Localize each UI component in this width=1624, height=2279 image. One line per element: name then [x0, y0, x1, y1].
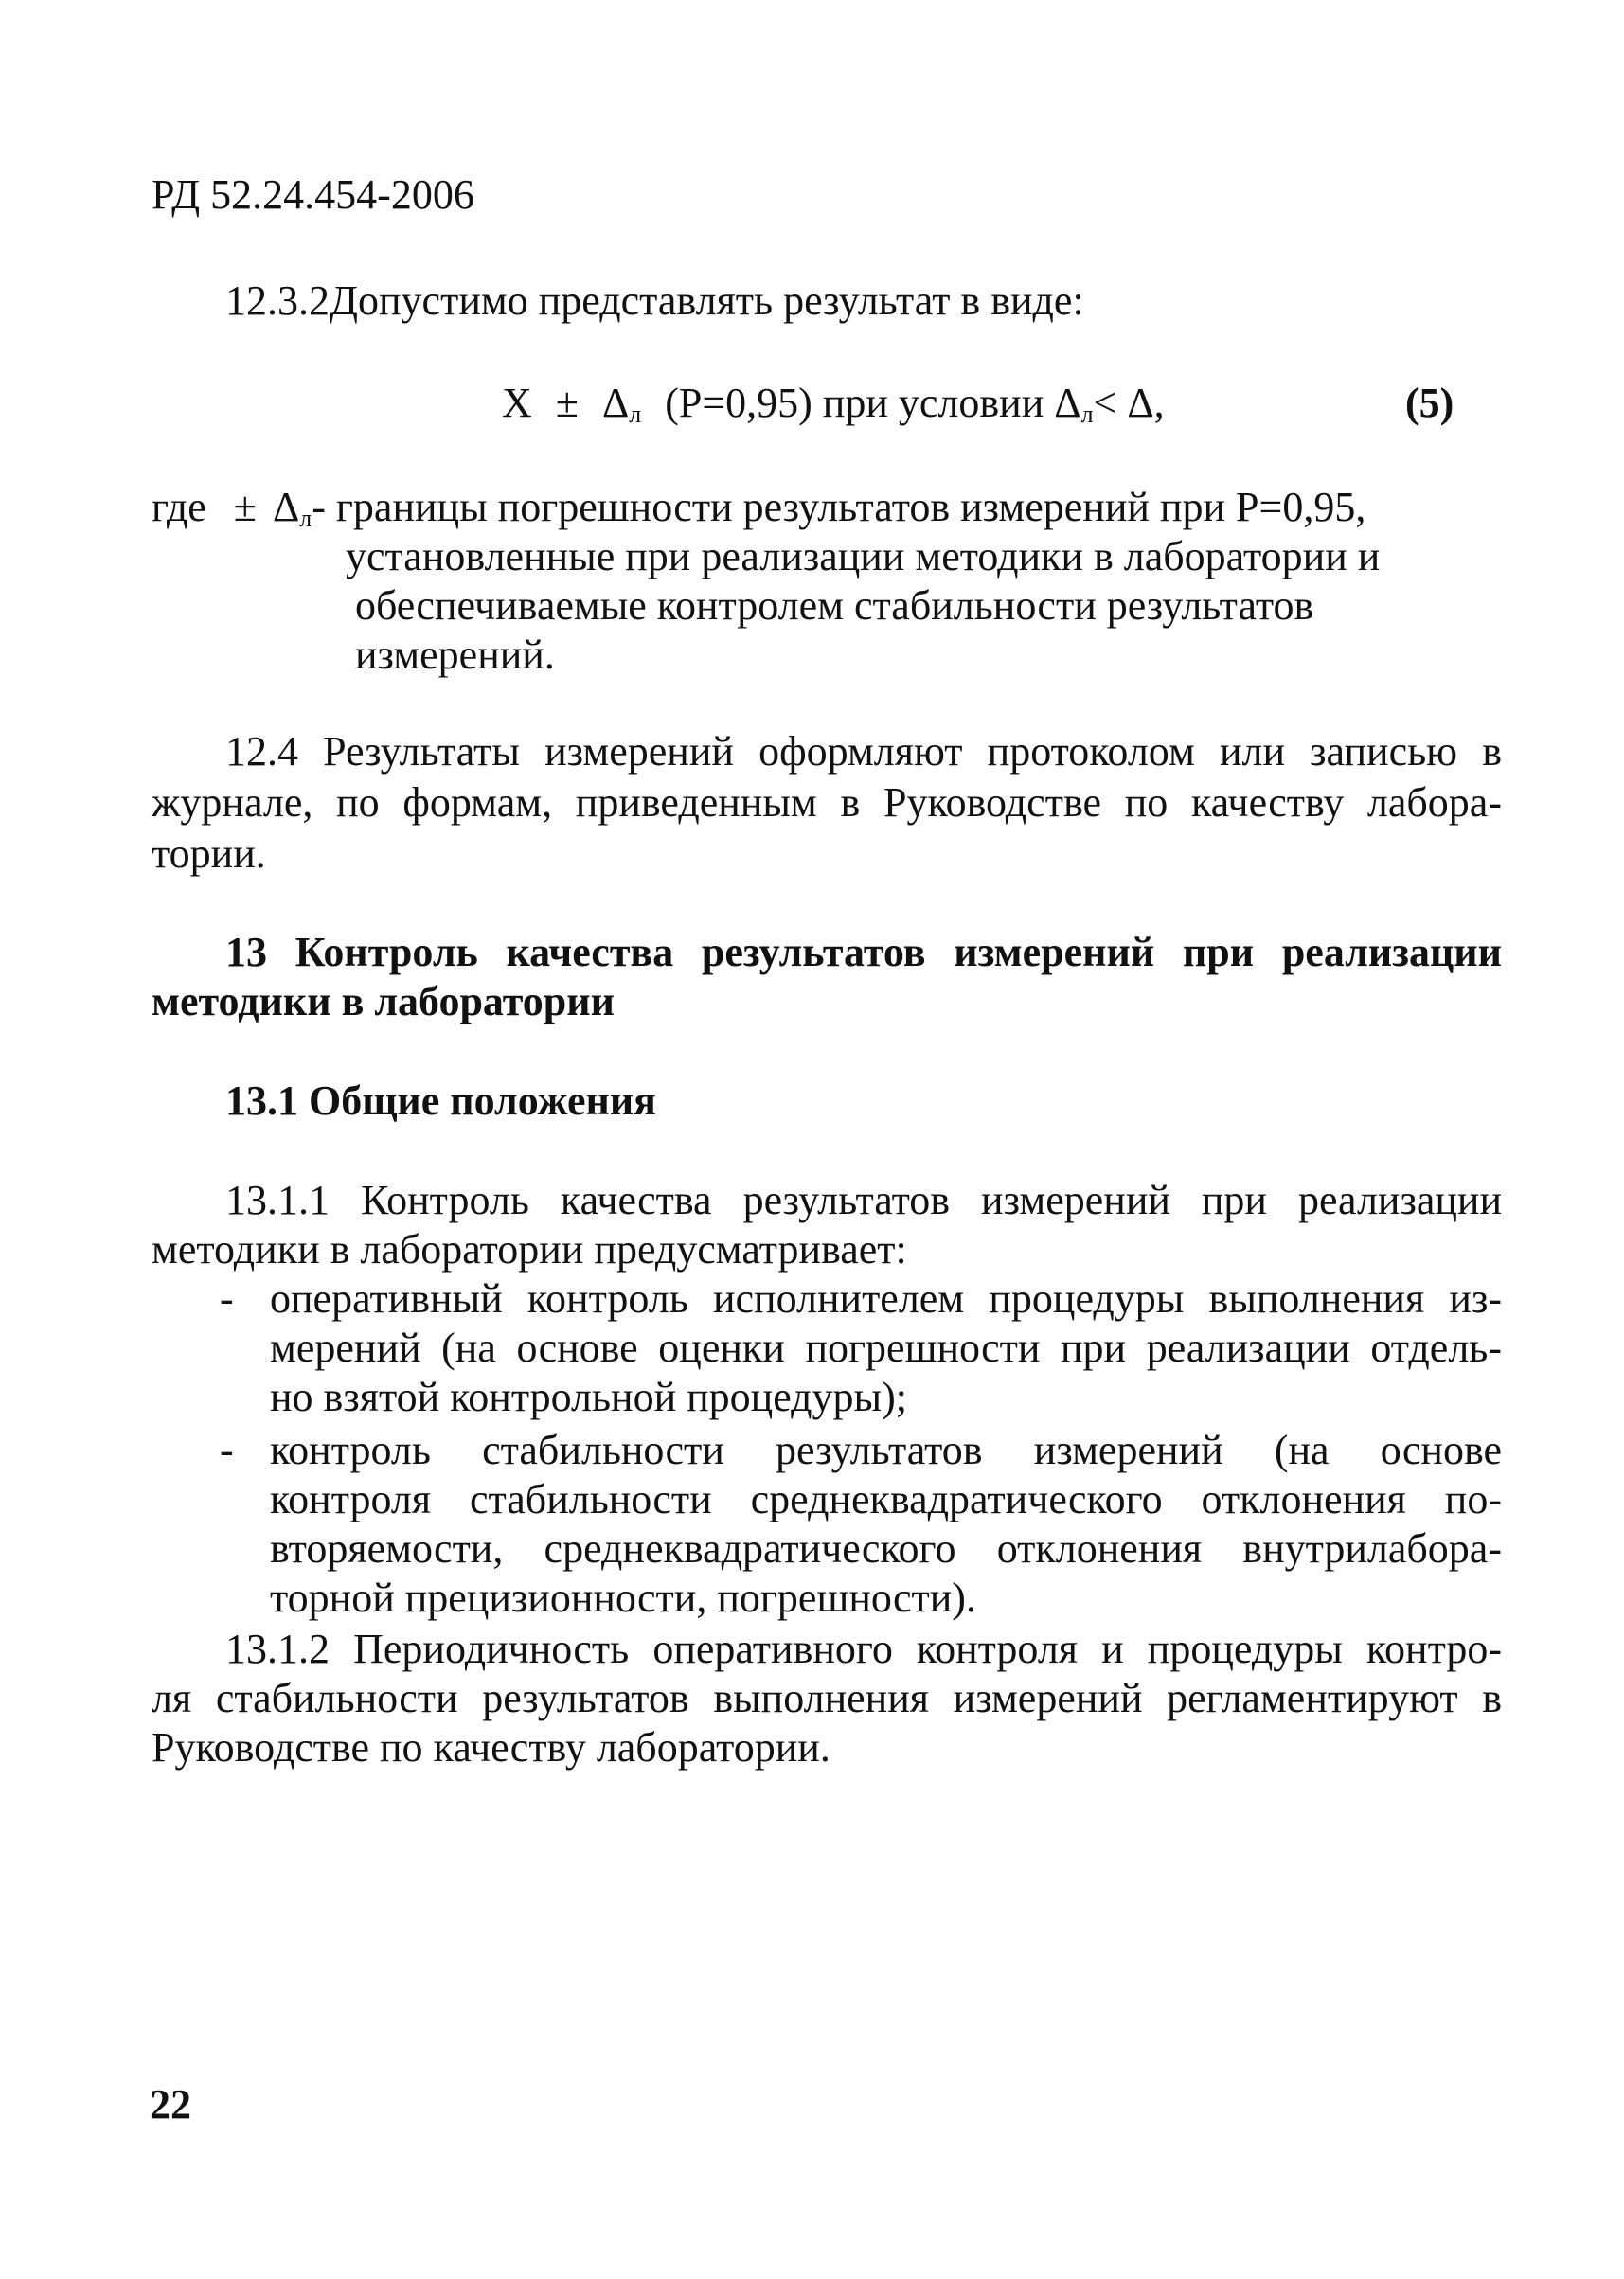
formula-5 — [502, 377, 1165, 441]
where-delta-sub: л — [299, 505, 312, 532]
paragraph-13-1-1-line-2: методики в лаборатории предусматривает: — [152, 1226, 907, 1273]
paragraph-12-3-2: 12.3.2Допустимо представлять результат в виде: — [225, 277, 1084, 324]
paragraph-13-1-1-line-1: 13.1.1 Контроль качества результатов измерений при реализации — [225, 1177, 1502, 1223]
where-line-1-text: - границы погрешности результатов измерений при P=0,95, — [312, 484, 1366, 530]
bullet-1-marker: - — [220, 1275, 234, 1322]
where-delta: Δ — [272, 484, 300, 530]
formula-delta: Δ — [601, 380, 630, 426]
formula-probability: (P=0,95) при условии — [665, 380, 1044, 426]
section-13-heading-line-1: 13 Контроль качества результатов измерений при реализации — [225, 929, 1502, 975]
formula-number: (5) — [1405, 380, 1454, 426]
paragraph-12-4-line-1: 12.4 Результаты измерений оформляют протоколом или записью в — [225, 728, 1502, 775]
paragraph-13-1-2-line-1: 13.1.2 Периодичность оперативного контроля и процедуры контро- — [225, 1626, 1502, 1672]
bullet-2-marker: - — [220, 1427, 234, 1473]
formula-less-than: < Δ, — [1093, 380, 1165, 426]
paragraph-12-4-line-3: тории. — [152, 830, 266, 877]
bullet-1-line-3: но взятой контрольной процедуры); — [270, 1374, 907, 1420]
paragraph-13-1-2-line-3: Руководстве по качеству лаборатории. — [152, 1724, 830, 1771]
page-number: 22 — [150, 2081, 191, 2128]
formula-delta-2-sub: л — [1080, 401, 1094, 428]
formula-delta-2: Δ — [1054, 380, 1081, 426]
bullet-1-line-2: мерений (на основе оценки погрешности при реализации отдель- — [270, 1325, 1502, 1371]
section-13-heading-line-2: методики в лаборатории — [152, 978, 615, 1024]
paragraph-13-1-2-line-2: ля стабильности результатов выполнения измерений регламентируют в — [152, 1675, 1502, 1721]
where-prefix: где — [152, 484, 206, 530]
section-13-1-heading: 13.1 Общие положения — [225, 1077, 656, 1124]
where-clause-line-3: обеспечиваемые контролем стабильности результатов — [355, 582, 1314, 629]
bullet-2-line-3: вторяемости, среднеквадратического отклонения внутрилабора- — [270, 1525, 1502, 1572]
formula-delta-sub: л — [629, 401, 642, 428]
paragraph-12-4-line-2: журнале, по формам, приведенным в Руководстве по качеству лабора- — [152, 779, 1502, 826]
where-clause-line-4: измерений. — [355, 632, 555, 678]
bullet-2-line-4: торной прецизионности, погрешности). — [270, 1575, 976, 1621]
document-code: РД 52.24.454-2006 — [152, 171, 474, 218]
where-clause-line-2: установленные при реализации методики в лаборатории и — [346, 533, 1381, 579]
bullet-1-line-1: оперативный контроль исполнителем процедуры выполнения из- — [270, 1275, 1502, 1322]
bullet-2-line-2: контроля стабильности среднеквадратического отклонения по- — [270, 1476, 1502, 1522]
bullet-2-line-1: контроль стабильности результатов измерений (на основе — [270, 1427, 1502, 1473]
where-pm: ± — [233, 484, 257, 530]
formula-x: X — [502, 380, 532, 426]
formula-pm: ± — [555, 380, 579, 426]
